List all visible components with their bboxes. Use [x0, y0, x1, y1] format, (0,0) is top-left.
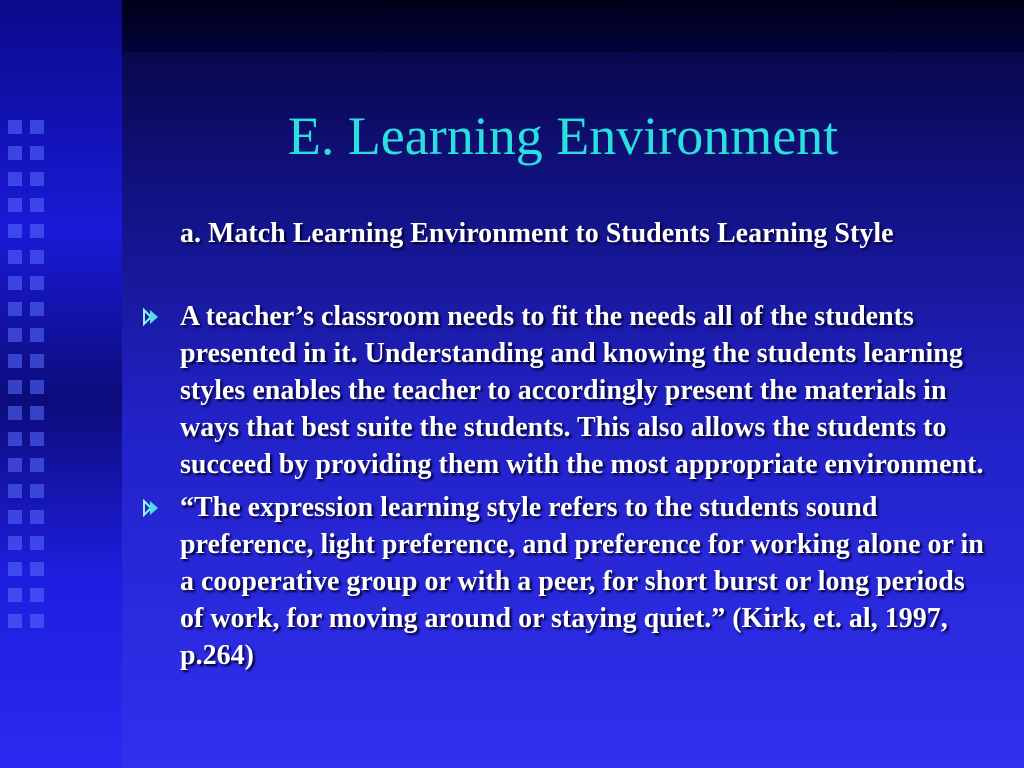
decorative-square [8, 146, 22, 160]
decorative-square [8, 328, 22, 342]
decorative-square [30, 380, 44, 394]
decorative-square [30, 354, 44, 368]
bullet-text: A teacher’s classroom needs to fit the needs all of the students presented in it. Understanding and knowing the students learning styles enables the teacher to accordingly present the materials in ways that best suite the students. This also allows the students to succeed by providing them with the most appropriate environment. [180, 301, 984, 480]
decorative-square [8, 484, 22, 498]
decorative-square [30, 224, 44, 238]
decorative-square [30, 146, 44, 160]
bullet-item [142, 489, 992, 674]
decorative-square [8, 224, 22, 238]
decorative-square [30, 562, 44, 576]
decorative-square [8, 250, 22, 264]
decorative-square [8, 172, 22, 186]
decorative-square [8, 536, 22, 550]
decorative-square [8, 354, 22, 368]
decorative-square [30, 172, 44, 186]
decorative-square [30, 484, 44, 498]
decorative-square [8, 380, 22, 394]
decorative-square [30, 536, 44, 550]
slide-title: E. Learning Environment [287, 106, 839, 166]
decorative-square [30, 302, 44, 316]
bullet-text: “The expression learning style refers to the students sound preference, light preference, and preference for working alone or in a cooperative group or with a peer, for short burst or long periods of work, for moving around or staying quiet.” (Kirk, et. al, 1997, p.264) [180, 492, 984, 671]
decorative-square [8, 510, 22, 524]
decorative-square [30, 510, 44, 524]
decorative-square [8, 198, 22, 212]
decorative-square [8, 302, 22, 316]
decorative-square [8, 120, 22, 134]
decorative-square-grid [8, 120, 44, 628]
decorative-square [30, 588, 44, 602]
decorative-square [30, 458, 44, 472]
decorative-square [30, 250, 44, 264]
left-decorative-panel [0, 0, 122, 768]
arrow-bullet-icon [142, 499, 160, 517]
arrow-bullet-icon [142, 308, 160, 326]
decorative-square [30, 614, 44, 628]
decorative-square [8, 614, 22, 628]
decorative-square [30, 328, 44, 342]
decorative-square [8, 406, 22, 420]
slide-content [122, 0, 1024, 768]
decorative-square [8, 562, 22, 576]
decorative-square [30, 406, 44, 420]
decorative-square [30, 198, 44, 212]
decorative-square [8, 588, 22, 602]
decorative-square [8, 276, 22, 290]
decorative-square [30, 276, 44, 290]
bullet-list [142, 298, 992, 680]
decorative-square [30, 120, 44, 134]
decorative-square [8, 458, 22, 472]
decorative-square [8, 432, 22, 446]
slide-subheading: a. Match Learning Environment to Students Learning Style [180, 218, 894, 249]
decorative-square [30, 432, 44, 446]
bullet-item [142, 298, 992, 483]
